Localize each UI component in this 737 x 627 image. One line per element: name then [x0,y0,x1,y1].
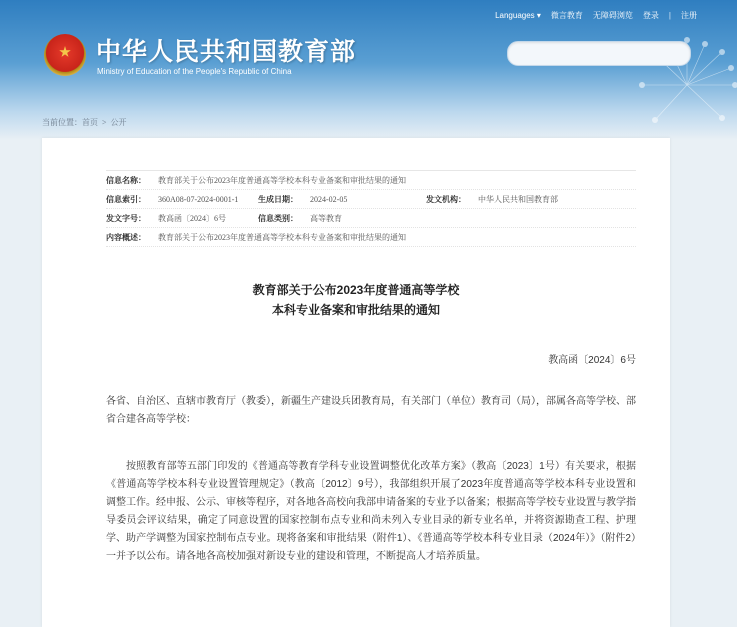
article-title-line-2: 本科专业备案和审批结果的通知 [271,303,440,317]
meta-docnum-value: 教高函〔2024〕6号 [158,213,226,223]
breadcrumb-home[interactable]: 首页 [82,118,98,127]
meta-index-value: 360A08-07-2024-0001-1 [158,194,239,204]
breadcrumb-separator: > [102,118,107,127]
login-link[interactable]: 登录 [642,10,659,20]
breadcrumb-label: 当前位置： [42,118,82,127]
site-title[interactable]: 中华人民共和国教育部 [96,39,357,66]
meta-summary-label: 内容概述： [106,232,146,242]
body-text-1: 按照教育部等五部门印发的 [126,461,248,472]
meta-row-summary [106,228,636,247]
meta-name-value: 教育部关于公布2023年度普通高等学校本科专业备案和审批结果的通知 [158,175,406,185]
body-text-4: （附件2）一并予以公布。请各地各高校加强对新设专业的建设和管理，不断提高人才培养质量。 [106,533,637,562]
national-emblem-icon[interactable] [44,34,86,76]
site-subtitle: Ministry of Education of the People's Republic of China [97,67,292,76]
body-text-3: （教高〔2012〕9号），我部组织开展了2023年度普通高等学校本科专业设置和调整工作。经申报、公示、审核等程序，对各地各高校向我部申请备案的专业予以备案；根据高等学校专业设置与教学指导委员会评议结果，确定了同意设置的国家控制布点专业和尚未列入专业目录的新专业名单，并将资源勘查工程、护理学、助产学调整为国家控制布点专业。现将备案和审批结果（附件1）、 [106,479,636,544]
meta-org-value: 中华人民共和国教育部 [478,194,558,204]
meta-org-label: 发文机构： [426,194,466,204]
breadcrumb [42,117,127,128]
meta-category-label: 信息类别： [258,213,298,223]
body-text-2: （教高〔2023〕1号）有关要求，根据 [471,461,637,472]
meta-summary-value: 教育部关于公布2023年度普通高等学校本科专业备案和审批结果的通知 [158,232,406,242]
weiyan-education-link[interactable]: 微言教育 [550,10,583,20]
article-title-line-1: 教育部关于公布2023年度普通高等学校 [252,283,460,297]
article-body [106,458,636,566]
languages-link[interactable]: Languages ▾ [495,10,541,20]
meta-row-name [106,171,636,190]
management-regulation-link[interactable]: 《普通高等学校本科专业设置管理规定》 [106,479,290,490]
article-doc-number: 教高函〔2024〕6号 [548,355,636,366]
major-catalog-link[interactable]: 《普通高等学校本科专业目录（2024年）》 [417,533,601,544]
meta-name-label: 信息名称： [106,175,146,185]
reform-plan-link[interactable]: 《普通高等教育学科专业设置调整优化改革方案》 [247,461,471,472]
separator: | [668,10,671,20]
search-input[interactable] [507,41,691,66]
accessibility-link[interactable]: 无障碍浏览 [592,10,633,20]
article-salutation: 各省、自治区、直辖市教育厅（教委），新疆生产建设兵团教育局，有关部门（单位）教育司（局），部属各高等学校、部省合建各高等学校： [106,396,636,425]
meta-row-index [106,190,636,209]
breadcrumb-open[interactable]: 公开 [110,118,127,127]
meta-index-label: 信息索引： [106,194,146,204]
register-link[interactable]: 注册 [681,10,697,20]
meta-row-docnum [106,209,636,228]
meta-category-value: 高等教育 [310,213,342,223]
top-links [495,8,697,22]
meta-date-value: 2024-02-05 [310,194,348,204]
meta-date-label: 生成日期： [258,194,298,204]
meta-docnum-label: 发文字号： [106,213,146,223]
document-metadata [106,170,636,247]
